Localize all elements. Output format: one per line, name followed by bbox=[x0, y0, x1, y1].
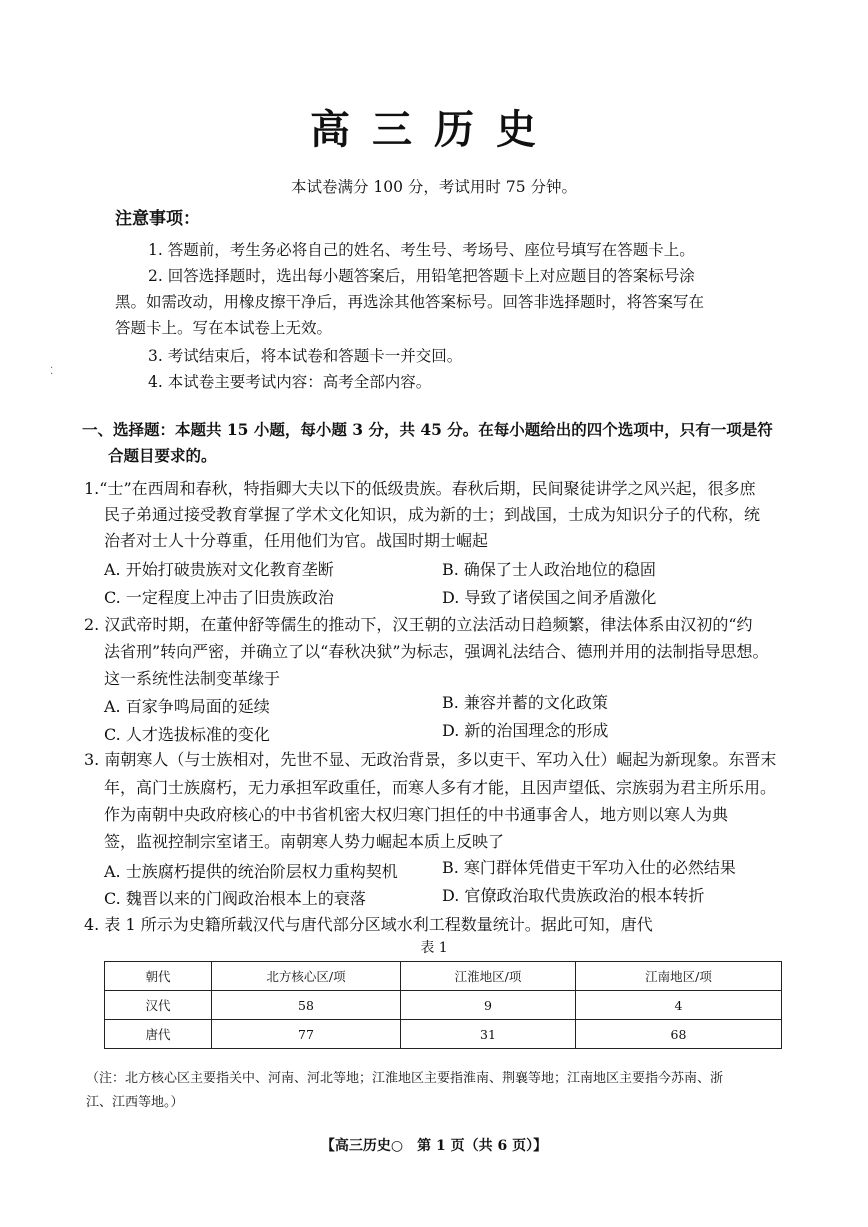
question-line: 年，高门士族腐朽，无力承担军政重任，而寒人多有才能，且因声望低、宗族弱为君主所乐用。 bbox=[104, 778, 777, 797]
option-d: D. 新的治国理念的形成 bbox=[442, 721, 609, 740]
option-a: A. 士族腐朽提供的统治阶层权力重构契机 bbox=[104, 862, 398, 881]
question-line: 3. 南朝寒人（与士族相对，先世不显、无政治背景，多以吏干、军功入仕）崛起为新现象。东晋末 bbox=[84, 750, 777, 769]
table-row bbox=[105, 1020, 782, 1049]
table-cell: 58 bbox=[212, 991, 401, 1020]
table-header: 朝代 bbox=[105, 962, 212, 991]
question-line: 签，监视控制宗室诸王。南朝寒人势力崛起本质上反映了 bbox=[104, 832, 505, 851]
question-line: 1.“士”在西周和春秋，特指卿大夫以下的低级贵族。春秋后期，民间聚徒讲学之风兴起，很多庶 bbox=[84, 479, 756, 498]
page-title: 高三历史 bbox=[310, 106, 558, 153]
table-note: 江、江西等地。） bbox=[86, 1095, 184, 1110]
table-header: 北方核心区/项 bbox=[212, 962, 401, 991]
notice-line: 2. 回答选择题时，选出每小题答案后，用铅笔把答题卡上对应题目的答案标号涂 bbox=[148, 267, 695, 285]
option-a: A. 开始打破贵族对文化教育垄断 bbox=[104, 560, 334, 579]
question-line: 民子弟通过接受教育掌握了学术文化知识，成为新的士；到战国，士成为知识分子的代称，统 bbox=[104, 505, 761, 524]
option-b: B. 寒门群体凭借吏干军功入仕的必然结果 bbox=[442, 858, 736, 877]
exam-meta: 本试卷满分 100 分，考试用时 75 分钟。 bbox=[290, 178, 578, 196]
table-cell: 4 bbox=[576, 991, 782, 1020]
option-b: B. 兼容并蓄的文化政策 bbox=[442, 693, 608, 712]
table-cell: 9 bbox=[401, 991, 576, 1020]
data-table bbox=[104, 961, 782, 1049]
section-heading: 一、选择题：本题共 15 小题，每小题 3 分，共 45 分。在每小题给出的四个选项中，只有一项是符 bbox=[82, 420, 773, 439]
option-a: A. 百家争鸣局面的延续 bbox=[104, 697, 270, 716]
table-cell: 68 bbox=[576, 1020, 782, 1049]
question-line: 2. 汉武帝时期，在董仲舒等儒生的推动下，汉王朝的立法活动日趋频繁，律法体系由汉初的“约 bbox=[84, 615, 753, 634]
table-cell: 唐代 bbox=[105, 1020, 212, 1049]
notice-line: 黑。如需改动，用橡皮擦干净后，再选涂其他答案标号。回答非选择题时，将答案写在 bbox=[115, 293, 705, 311]
table-cell: 31 bbox=[401, 1020, 576, 1049]
notice-line: 3. 考试结束后，将本试卷和答题卡一并交回。 bbox=[148, 347, 463, 365]
question-line: 这一系统性法制变革缘于 bbox=[104, 669, 281, 688]
question-line: 作为南朝中央政府核心的中书省机密大权归寒门担任的中书通事舍人，地方则以寒人为典 bbox=[104, 805, 729, 824]
notice-line: 1. 答题前，考生务必将自己的姓名、考生号、考场号、座位号填写在答题卡上。 bbox=[148, 241, 695, 259]
section-heading: 合题目要求的。 bbox=[108, 446, 217, 465]
notice-line: 答题卡上。写在本试卷上无效。 bbox=[115, 319, 333, 337]
question-line: 法省刑”转向严密，并确立了以“春秋决狱”为标志，强调礼法结合、德刑并用的法制指导思想。 bbox=[104, 642, 769, 661]
scan-speck: ⁚ bbox=[50, 366, 54, 377]
notice-line: 4. 本试卷主要考试内容：高考全部内容。 bbox=[148, 373, 432, 391]
table-row bbox=[105, 991, 782, 1020]
option-c: C. 魏晋以来的门阀政治根本上的衰落 bbox=[104, 889, 366, 908]
option-c: C. 人才选拔标准的变化 bbox=[104, 725, 270, 744]
table-caption: 表 1 bbox=[420, 940, 448, 956]
table-header-row bbox=[105, 962, 782, 991]
table-cell: 77 bbox=[212, 1020, 401, 1049]
table-header: 江淮地区/项 bbox=[401, 962, 576, 991]
notice-heading: 注意事项： bbox=[115, 209, 200, 229]
option-d: D. 导致了诸侯国之间矛盾激化 bbox=[442, 588, 657, 607]
table-cell: 汉代 bbox=[105, 991, 212, 1020]
table-note: （注：北方核心区主要指关中、河南、河北等地；江淮地区主要指淮南、荆襄等地；江南地区主要指今苏南、浙 bbox=[86, 1071, 724, 1086]
question-line: 治者对士人十分尊重，任用他们为官。战国时期士崛起 bbox=[104, 531, 489, 550]
option-b: B. 确保了士人政治地位的稳固 bbox=[442, 560, 656, 579]
table-header: 江南地区/项 bbox=[576, 962, 782, 991]
option-c: C. 一定程度上冲击了旧贵族政治 bbox=[104, 588, 334, 607]
page-footer: 【高三历史○ 第 1 页（共 6 页）】 bbox=[320, 1138, 548, 1154]
option-d: D. 官僚政治取代贵族政治的根本转折 bbox=[442, 886, 705, 905]
question-line: 4. 表 1 所示为史籍所载汉代与唐代部分区域水利工程数量统计。据此可知，唐代 bbox=[84, 915, 653, 934]
